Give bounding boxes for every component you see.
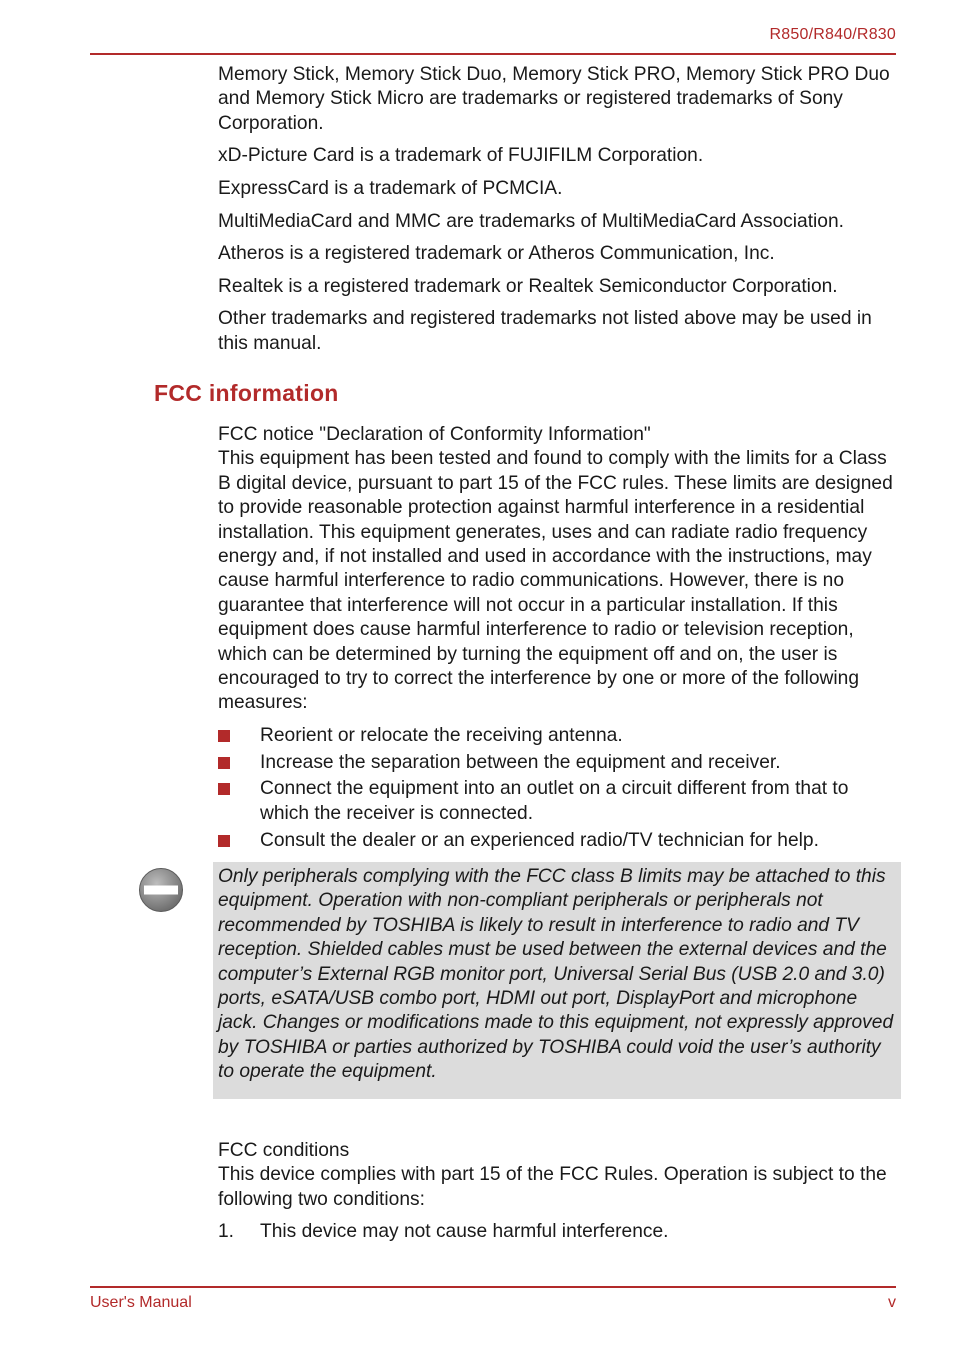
header-divider [90,53,896,55]
trademark-paragraph: Memory Stick, Memory Stick Duo, Memory Stick PRO, Memory Stick PRO Duo and Memory Stick Micro are trademarks or registered trademarks of Sony Corporation. [218,64,890,134]
fcc-conditions-title: FCC conditions [218,1140,350,1161]
list-item [218,829,898,853]
bullet-square-icon [218,757,230,769]
trademarks-list [218,63,898,364]
trademark-paragraph: MultiMediaCard and MMC are trademarks of MultiMediaCard Association. [218,210,844,232]
list-item [218,777,898,826]
fcc-conditions-list [218,1220,898,1244]
trademark-paragraph: xD-Picture Card is a trademark of FUJIFILM Corporation. [218,145,704,167]
fcc-measures-list [218,724,898,855]
fcc-notice [218,423,898,716]
bullet-square-icon [218,730,230,742]
list-item-text: Consult the dealer or an experienced radio/TV technician for help. [260,829,819,851]
trademark-paragraph: Realtek is a registered trademark or Realtek Semiconductor Corporation. [218,275,838,297]
fcc-conditions [218,1139,898,1212]
list-item-text: Connect the equipment into an outlet on a circuit different from that to which the receiver is connected. [260,778,849,824]
trademark-paragraph: Other trademarks and registered trademarks not listed above may be used in this manual. [218,308,872,354]
list-item-number: 1. [218,1221,235,1242]
list-item [218,751,898,775]
fcc-notice-body: This equipment has been tested and found to comply with the limits for a Class B digital device, pursuant to part 15 of the FCC rules. These limits are designed to provide reasonable protection against harmful interference in a residential installation. This equipment generates, uses and can radiate radio frequency energy and, if not installed and used in accordance with the instructions, may cause harmful interference to radio communications. However, there is no guarantee that interference will not occur in a particular installation. If this equipment does cause harmful interference to radio or television reception, which can be determined by turning the equipment off and on, the user is encouraged to try to correct the interference by one or more of the following measures: [218,448,893,714]
footer-page-number: v [888,1294,896,1311]
section-heading-fcc: FCC information [154,380,339,406]
fcc-conditions-body: This device complies with part 15 of the FCC Rules. Operation is subject to the following two conditions: [218,1164,887,1210]
bullet-square-icon [218,835,230,847]
caution-note-text: Only peripherals complying with the FCC class B limits may be attached to this equipment. Operation with non-compliant peripherals or peripherals not recommended by TOSHIBA is likely to result in interference to radio and TV reception. Shielded cables must be used between the external devices and the computer’s External RGB monitor port, Universal Serial Bus (USB 2.0 and 3.0) ports, eSATA/USB combo port, HDMI out port, DisplayPort and microphone jack. Changes or modifications made to this equipment, not expressly approved by TOSHIBA or parties authorized by TOSHIBA could void the user’s authority to operate the equipment. [218,866,894,1083]
list-item-text: This device may not cause harmful interference. [260,1221,669,1242]
list-item [218,1220,898,1244]
footer-manual-label: User's Manual [90,1294,192,1311]
fcc-notice-title: FCC notice "Declaration of Conformity Information" [218,424,651,445]
caution-note [213,862,901,1099]
caution-icon [138,867,184,913]
list-item-text: Increase the separation between the equipment and receiver. [260,751,781,773]
footer-divider [90,1286,896,1288]
list-item-text: Reorient or relocate the receiving antenna. [260,725,623,746]
trademark-paragraph: Atheros is a registered trademark or Atheros Communication, Inc. [218,243,775,265]
list-item [218,724,898,748]
header-model-title: R850/R840/R830 [769,26,896,43]
trademark-paragraph: ExpressCard is a trademark of PCMCIA. [218,178,563,199]
bullet-square-icon [218,783,230,795]
